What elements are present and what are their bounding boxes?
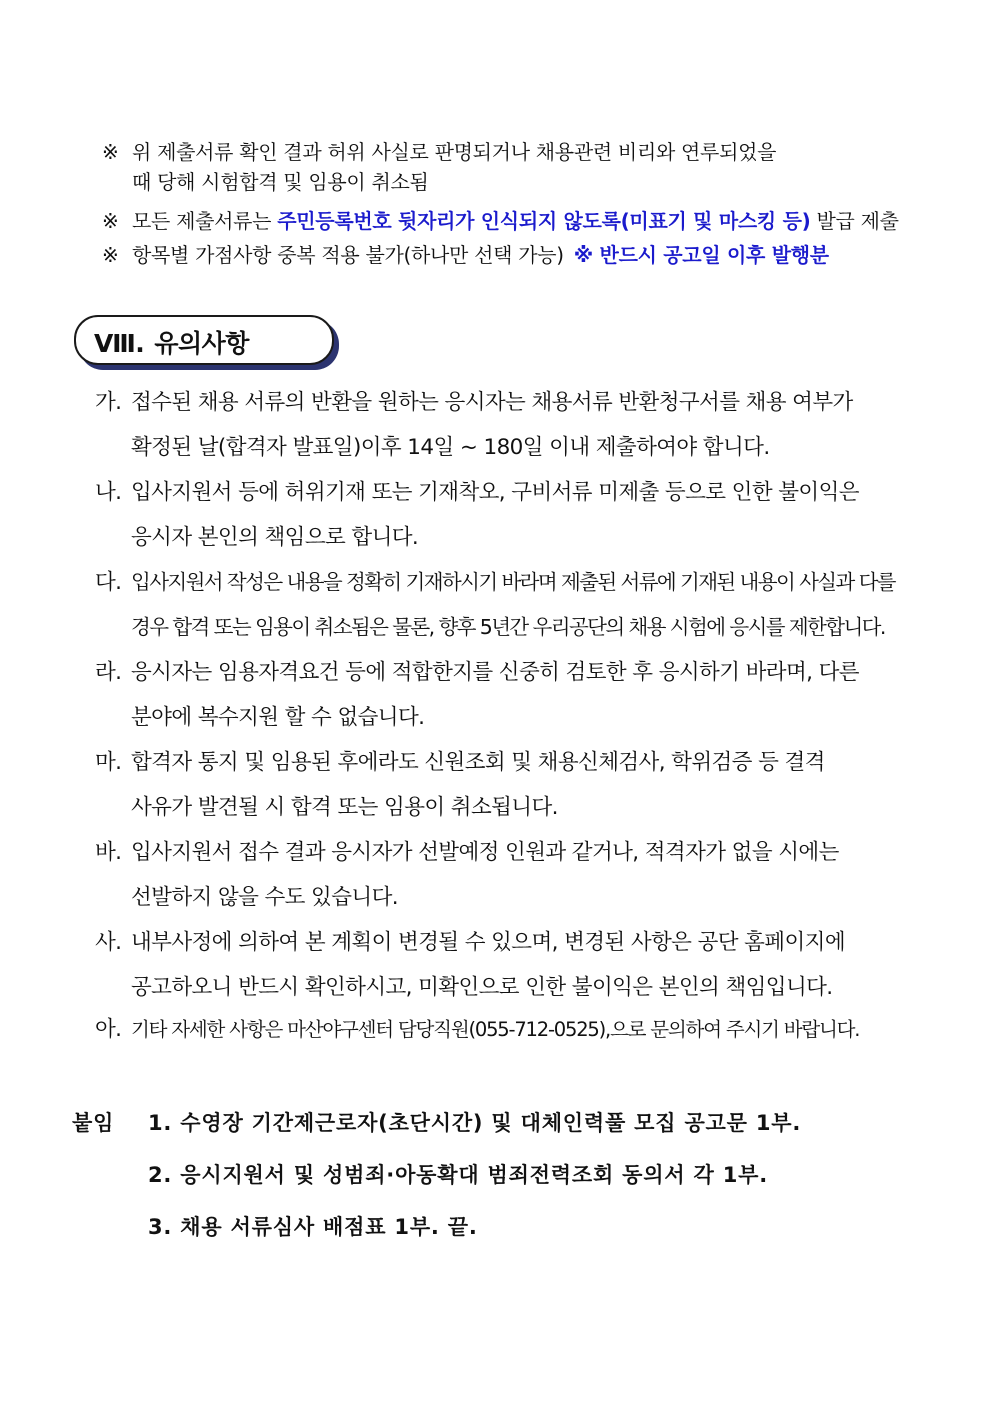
- section-header: [74, 315, 334, 365]
- note-1: [102, 137, 776, 197]
- item-line: 사유가 발견될 시 합격 또는 임용이 취소됩니다.: [131, 795, 558, 820]
- list-item: [95, 1010, 925, 1050]
- item-line: 선발하지 않을 수도 있습니다.: [131, 885, 398, 910]
- item-line: 응시자는 임용자격요건 등에 적합한지를 신중히 검토한 후 응시하기 바라며, 다른: [131, 660, 859, 685]
- note-1-line-2: 때 당해 시험합격 및 임용이 취소됨: [132, 170, 429, 194]
- item-line: 경우 합격 또는 임용이 취소됨은 물론, 향후 5년간 우리공단의 채용 시험에 응시를 제한합니다.: [131, 615, 885, 639]
- section-title-text: 유의사항: [154, 329, 249, 358]
- item-line: 분야에 복수지원 할 수 없습니다.: [131, 705, 425, 730]
- item-line: 입사지원서 작성은 내용을 정확히 기재하시기 바라며 제출된 서류에 기재된 내용이 사실과 다를: [131, 570, 895, 594]
- note-2: [102, 206, 899, 236]
- item-line: 합격자 통지 및 임용된 후에라도 신원조회 및 채용신체검사, 학위검증 등 결격: [131, 750, 825, 775]
- item-label: 다.: [95, 570, 122, 595]
- item-label: 사.: [95, 930, 122, 955]
- item-line: 입사지원서 등에 허위기재 또는 기재착오, 구비서류 미제출 등으로 인한 불이익은: [131, 480, 859, 505]
- note-3-text: 항목별 가점사항 중복 적용 불가(하나만 선택 가능): [132, 243, 564, 267]
- reference-mark-icon: ※: [102, 140, 119, 164]
- note-1-line-1: 위 제출서류 확인 결과 허위 사실로 판명되거나 채용관련 비리와 연루되었을: [132, 140, 777, 164]
- attachment-item: 1. 수영장 기간제근로자(초단시간) 및 대체인력풀 모집 공고문 1부.: [148, 1111, 802, 1135]
- item-label: 마.: [95, 750, 122, 775]
- attachments-label: 붙임: [72, 1111, 115, 1135]
- item-line: 확정된 날(합격자 발표일)이후 14일 ~ 180일 이내 제출하여야 합니다.: [131, 435, 770, 460]
- list-item: [95, 560, 925, 650]
- attachment-item: 3. 채용 서류심사 배점표 1부. 끝.: [148, 1215, 478, 1239]
- item-line: 공고하오니 반드시 확인하시고, 미확인으로 인한 불이익은 본인의 책임입니다.: [131, 975, 833, 1000]
- note-2-text-after: 발급 제출: [810, 209, 899, 233]
- section-number: Ⅷ.: [94, 329, 145, 358]
- section-title: [94, 324, 249, 360]
- note-2-highlight: 주민등록번호 뒷자리가 인식되지 않도록(미표기 및 마스킹 등): [277, 209, 811, 233]
- item-label: 가.: [95, 390, 122, 415]
- item-line: 응시자 본인의 책임으로 합니다.: [131, 525, 419, 550]
- list-item: [95, 380, 925, 470]
- note-2-text: 모든 제출서류는: [132, 209, 278, 233]
- attachments: [72, 1100, 801, 1256]
- list-item: [95, 650, 925, 740]
- list-item: [95, 470, 925, 560]
- notice-list: [95, 380, 925, 1050]
- list-item: [95, 740, 925, 830]
- item-line: 입사지원서 접수 결과 응시자가 선발예정 인원과 같거나, 적격자가 없을 시에는: [131, 840, 839, 865]
- reference-mark-icon: ※: [102, 209, 119, 233]
- item-line: 기타 자세한 사항은 마산야구센터 담당직원(055-712-0525),으로 문의하여 주시기 바랍니다.: [131, 1018, 860, 1041]
- note-3-highlight: ※ 반드시 공고일 이후 발행분: [573, 243, 829, 267]
- note-3: [102, 240, 829, 270]
- item-label: 라.: [95, 660, 122, 685]
- item-label: 나.: [95, 480, 122, 505]
- item-line: 접수된 채용 서류의 반환을 원하는 응시자는 채용서류 반환청구서를 채용 여부가: [131, 390, 853, 415]
- item-label: 아.: [95, 1017, 122, 1042]
- attachment-item: 2. 응시지원서 및 성범죄·아동확대 범죄전력조회 동의서 각 1부.: [148, 1163, 768, 1187]
- item-label: 바.: [95, 840, 122, 865]
- reference-mark-icon: ※: [102, 243, 119, 267]
- list-item: [95, 920, 925, 1010]
- item-line: 내부사정에 의하여 본 계획이 변경될 수 있으며, 변경된 사항은 공단 홈페이지에: [131, 930, 845, 955]
- list-item: [95, 830, 925, 920]
